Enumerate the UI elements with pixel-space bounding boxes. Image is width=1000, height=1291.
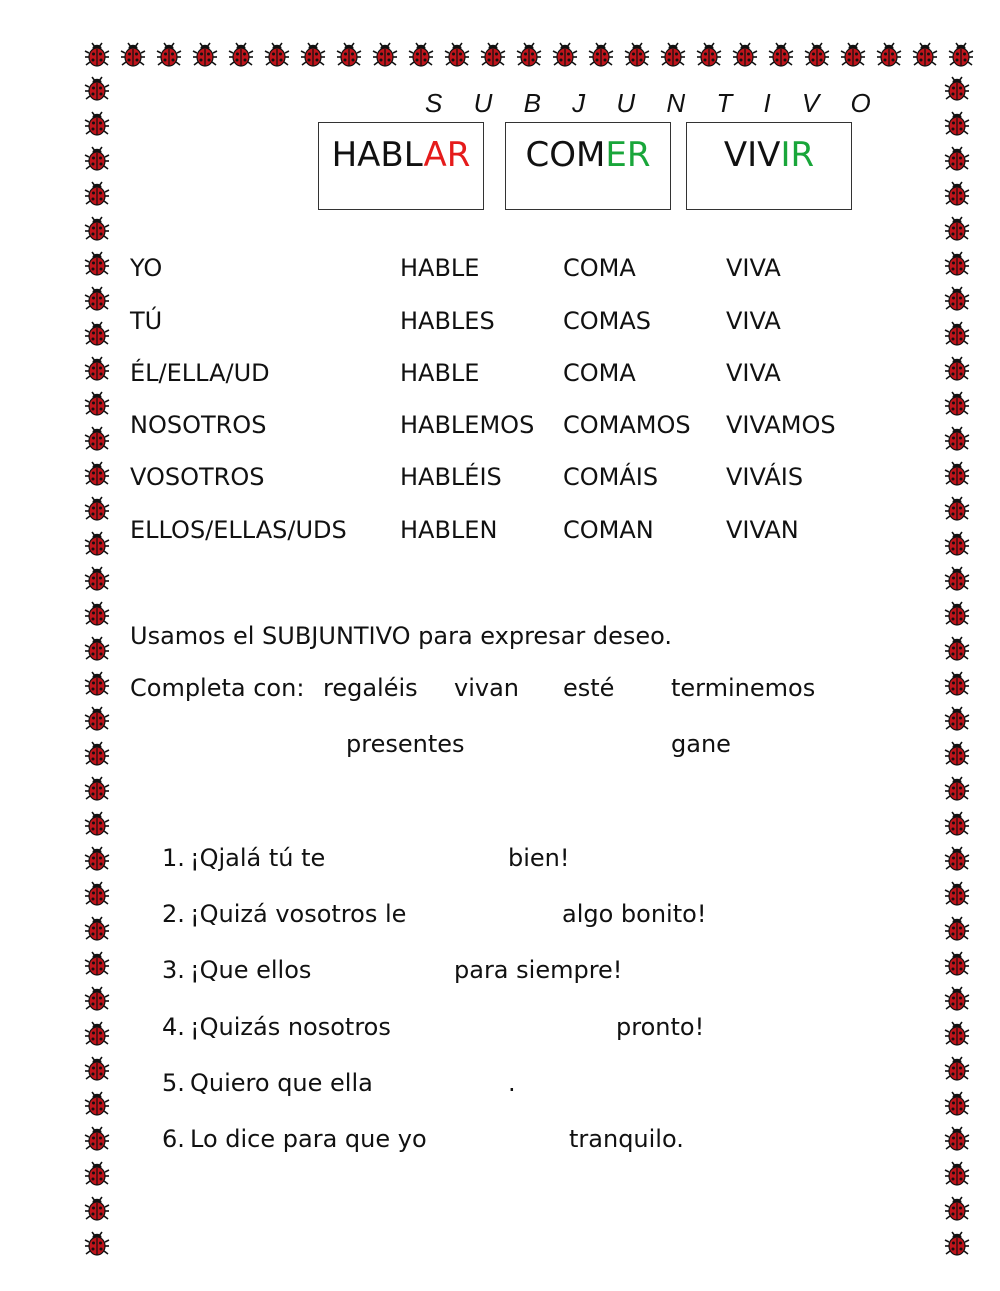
ladybug-icon	[948, 42, 974, 68]
ladybug-icon	[944, 76, 970, 102]
exercise-before: ¡Quizás nosotros	[190, 1013, 391, 1041]
verb-ending-ir: IR	[780, 135, 815, 175]
ladybug-icon	[408, 42, 434, 68]
verb-stem: COM	[525, 135, 606, 175]
form-comer: COMA	[563, 359, 636, 387]
ladybug-icon	[84, 1126, 110, 1152]
ladybug-icon	[84, 566, 110, 592]
verb-stem: HABL	[331, 135, 424, 175]
ladybug-icon	[372, 42, 398, 68]
form-hablar: HABLE	[400, 359, 480, 387]
ladybug-icon	[944, 111, 970, 137]
exercise-after: algo bonito!	[562, 900, 707, 928]
word-bank-item: gane	[671, 730, 731, 758]
form-hablar: HABLES	[400, 307, 495, 335]
ladybug-icon	[192, 42, 218, 68]
form-comer: COMA	[563, 254, 636, 282]
verb-ending-ar: AR	[423, 135, 471, 175]
ladybug-icon	[84, 1231, 110, 1257]
ladybug-icon	[944, 846, 970, 872]
exercise-number: 3.	[162, 956, 185, 984]
ladybug-icon	[944, 216, 970, 242]
ladybug-icon	[944, 706, 970, 732]
ladybug-icon	[944, 1196, 970, 1222]
ladybug-icon	[156, 42, 182, 68]
ladybug-icon	[120, 42, 146, 68]
form-vivir: VIVAMOS	[726, 411, 836, 439]
exercise-after: pronto!	[616, 1013, 705, 1041]
ladybug-icon	[84, 601, 110, 627]
ladybug-icon	[840, 42, 866, 68]
ladybug-icon	[84, 42, 110, 68]
pronoun: YO	[130, 254, 163, 282]
ladybug-icon	[84, 881, 110, 907]
conjugation-row	[0, 516, 1000, 556]
word-bank-item: terminemos	[671, 674, 816, 702]
verb-box-hablar	[318, 122, 484, 210]
ladybug-icon	[84, 1161, 110, 1187]
pronoun: VOSOTROS	[130, 463, 265, 491]
ladybug-icon	[944, 776, 970, 802]
form-vivir: VIVAN	[726, 516, 799, 544]
word-bank-item: esté	[563, 674, 615, 702]
ladybug-icon	[84, 181, 110, 207]
ladybug-icon	[84, 951, 110, 977]
ladybug-icon	[944, 671, 970, 697]
ladybug-icon	[944, 1161, 970, 1187]
verb-box-vivir	[686, 122, 852, 210]
conjugation-row	[0, 359, 1000, 399]
form-hablar: HABLE	[400, 254, 480, 282]
ladybug-icon	[944, 951, 970, 977]
ladybug-icon	[944, 566, 970, 592]
form-comer: COMAMOS	[563, 411, 691, 439]
ladybug-icon	[84, 216, 110, 242]
exercise-before: Lo dice para que yo	[190, 1125, 427, 1153]
ladybug-icon	[84, 1091, 110, 1117]
conjugation-row	[0, 411, 1000, 451]
ladybug-icon	[944, 636, 970, 662]
form-comer: COMÁIS	[563, 463, 659, 491]
exercise-before: ¡Que ellos	[190, 956, 312, 984]
exercise-before: ¡Qjalá tú te	[190, 844, 326, 872]
ladybug-icon	[84, 76, 110, 102]
conjugation-row	[0, 254, 1000, 294]
ladybug-icon	[944, 601, 970, 627]
verb-box-comer	[505, 122, 671, 210]
ladybug-icon	[944, 881, 970, 907]
conjugation-row	[0, 463, 1000, 503]
ladybug-icon	[588, 42, 614, 68]
ladybug-icon	[944, 811, 970, 837]
ladybug-icon	[944, 1126, 970, 1152]
exercise-before: ¡Quizá vosotros le	[190, 900, 407, 928]
ladybug-icon	[84, 776, 110, 802]
exercise-after: bien!	[508, 844, 570, 872]
ladybug-icon	[84, 706, 110, 732]
form-vivir: VIVA	[726, 307, 781, 335]
ladybug-icon	[944, 1231, 970, 1257]
ladybug-icon	[624, 42, 650, 68]
complete-label: Completa con:	[130, 674, 305, 702]
exercise-after: tranquilo.	[569, 1125, 684, 1153]
ladybug-icon	[264, 42, 290, 68]
ladybug-icon	[912, 42, 938, 68]
worksheet-title: S U B J U N T I V O	[425, 88, 883, 118]
ladybug-icon	[480, 42, 506, 68]
ladybug-icon	[84, 916, 110, 942]
ladybug-icon	[944, 916, 970, 942]
exercise-number: 1.	[162, 844, 185, 872]
ladybug-icon	[944, 1091, 970, 1117]
pronoun: ÉL/ELLA/UD	[130, 359, 270, 387]
form-comer: COMAS	[563, 307, 652, 335]
form-comer: COMAN	[563, 516, 654, 544]
ladybug-icon	[84, 1056, 110, 1082]
pronoun: TÚ	[130, 307, 163, 335]
word-bank-item: presentes	[346, 730, 465, 758]
form-hablar: HABLEMOS	[400, 411, 535, 439]
ladybug-icon	[944, 986, 970, 1012]
exercise-number: 6.	[162, 1125, 185, 1153]
ladybug-icon	[84, 846, 110, 872]
ladybug-icon	[84, 671, 110, 697]
word-bank-item: regaléis	[323, 674, 418, 702]
ladybug-icon	[516, 42, 542, 68]
ladybug-icon	[84, 986, 110, 1012]
pronoun: NOSOTROS	[130, 411, 267, 439]
ladybug-icon	[660, 42, 686, 68]
exercise-before: Quiero que ella	[190, 1069, 373, 1097]
ladybug-icon	[228, 42, 254, 68]
form-hablar: HABLEN	[400, 516, 498, 544]
verb-ending-er: ER	[605, 135, 651, 175]
ladybug-icon	[300, 42, 326, 68]
ladybug-icon	[84, 1196, 110, 1222]
exercise-number: 5.	[162, 1069, 185, 1097]
exercise-number: 2.	[162, 900, 185, 928]
ladybug-icon	[944, 741, 970, 767]
ladybug-icon	[944, 146, 970, 172]
ladybug-icon	[552, 42, 578, 68]
form-vivir: VIVA	[726, 254, 781, 282]
ladybug-icon	[804, 42, 830, 68]
ladybug-icon	[84, 146, 110, 172]
exercise-number: 4.	[162, 1013, 185, 1041]
ladybug-icon	[444, 42, 470, 68]
verb-stem: VIV	[723, 135, 781, 175]
ladybug-icon	[944, 1021, 970, 1047]
word-bank-item: vivan	[454, 674, 519, 702]
ladybug-icon	[84, 811, 110, 837]
exercise-after: para siempre!	[454, 956, 623, 984]
ladybug-icon	[84, 741, 110, 767]
ladybug-icon	[876, 42, 902, 68]
ladybug-icon	[84, 636, 110, 662]
conjugation-row	[0, 307, 1000, 347]
form-hablar: HABLÉIS	[400, 463, 502, 491]
ladybug-icon	[336, 42, 362, 68]
ladybug-icon	[732, 42, 758, 68]
ladybug-icon	[944, 181, 970, 207]
ladybug-icon	[84, 1021, 110, 1047]
ladybug-icon	[768, 42, 794, 68]
usage-note: Usamos el SUBJUNTIVO para expresar deseo.	[130, 622, 673, 650]
ladybug-icon	[696, 42, 722, 68]
ladybug-icon	[944, 1056, 970, 1082]
pronoun: ELLOS/ELLAS/UDS	[130, 516, 347, 544]
form-vivir: VIVÁIS	[726, 463, 804, 491]
form-vivir: VIVA	[726, 359, 781, 387]
ladybug-icon	[84, 111, 110, 137]
exercise-after: .	[508, 1069, 516, 1097]
